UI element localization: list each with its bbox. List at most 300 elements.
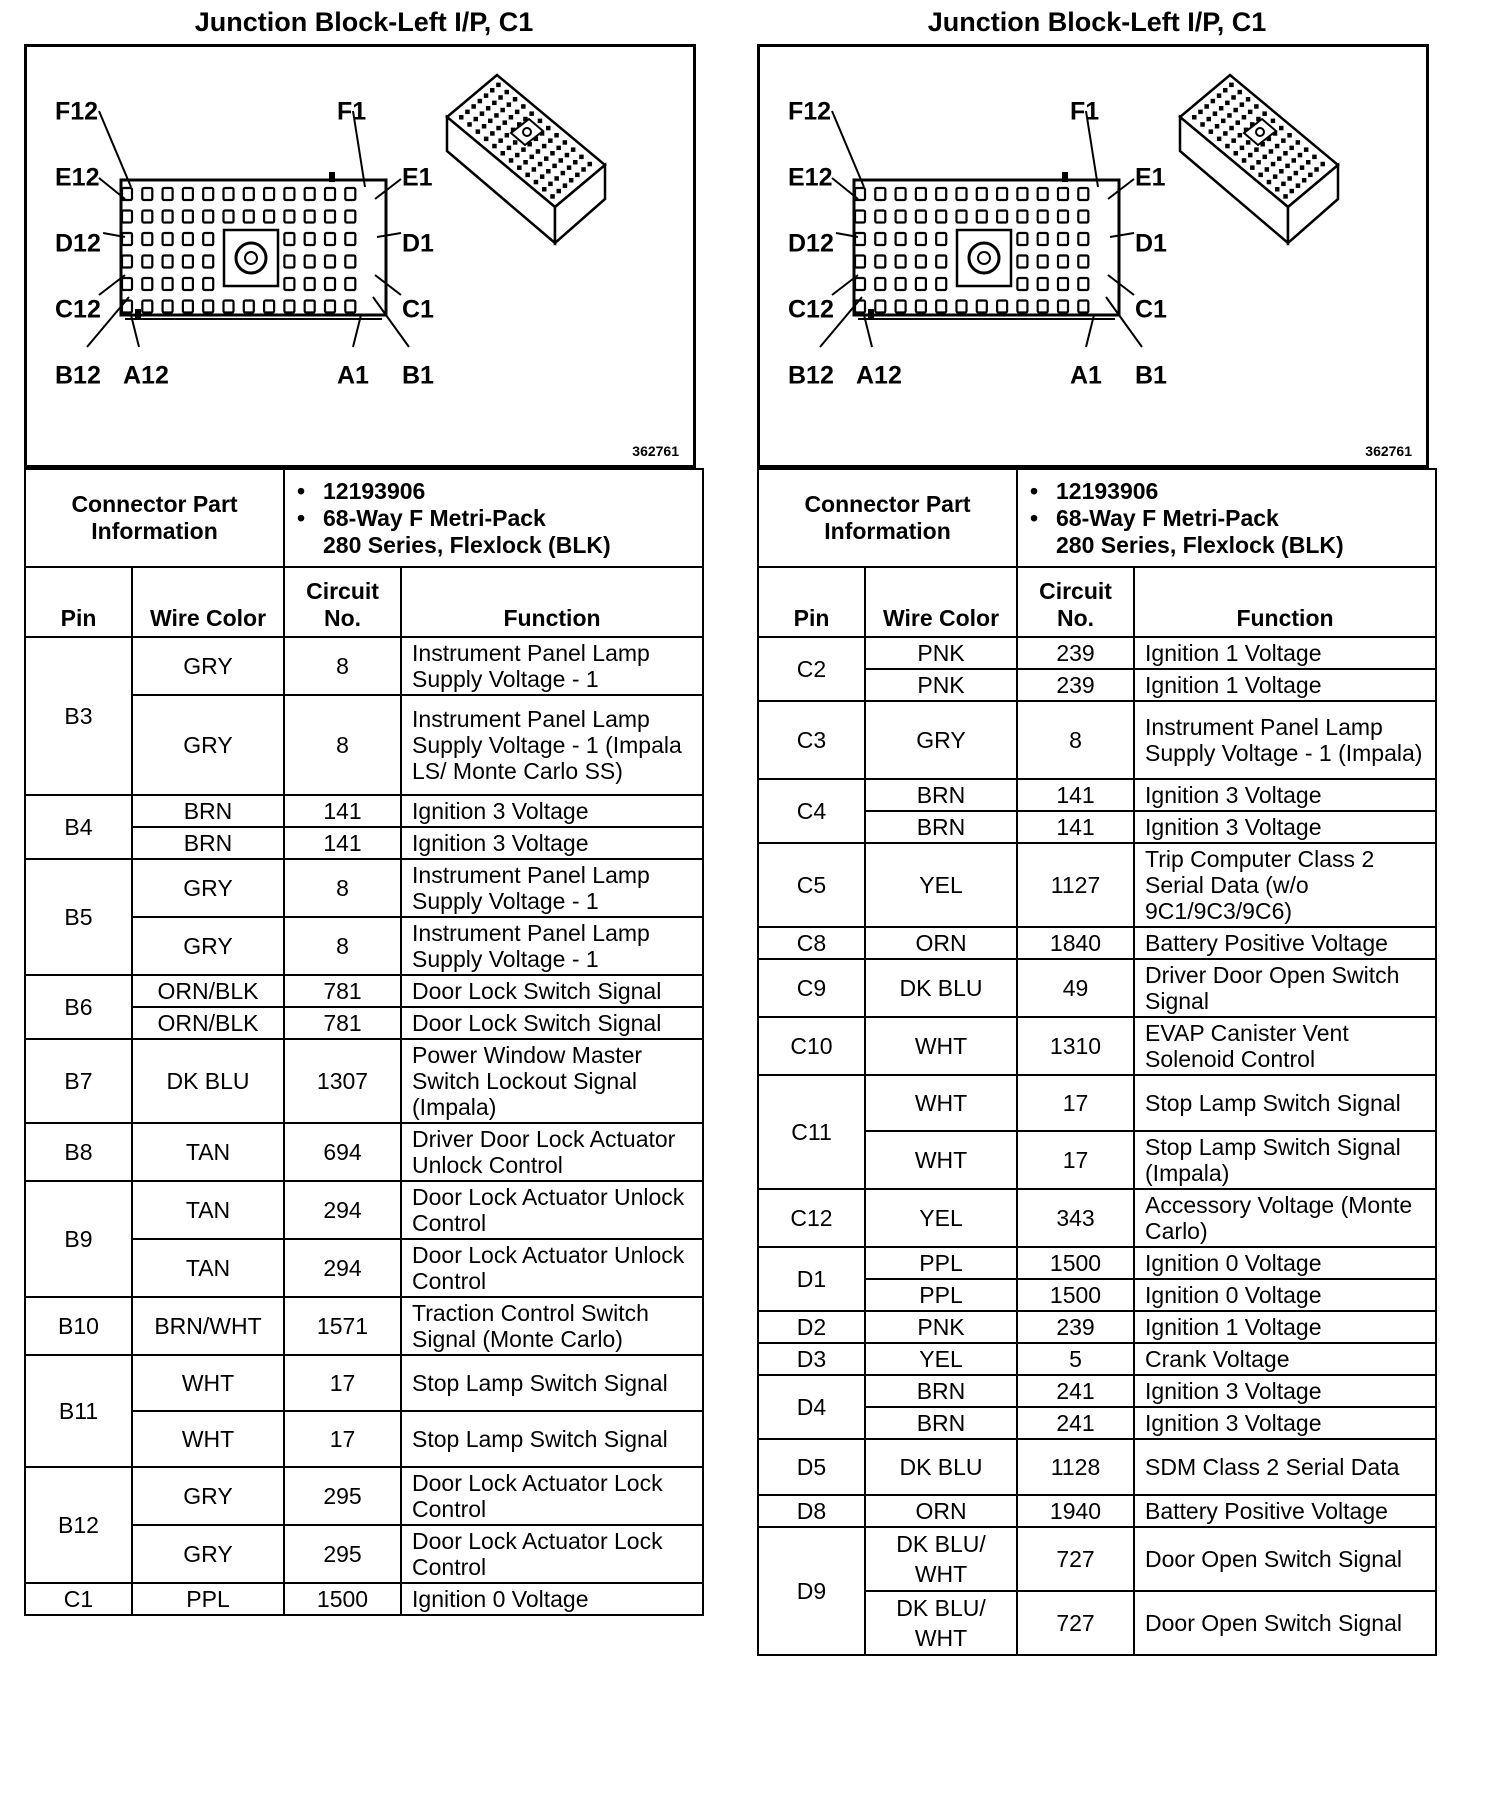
header-pin: Pin bbox=[25, 567, 132, 637]
pin-cavity bbox=[1078, 301, 1088, 313]
wire-color-cell: TAN bbox=[132, 1239, 284, 1297]
wire-color-cell: DK BLU/ WHT bbox=[865, 1591, 1017, 1655]
pin-label: A1 bbox=[1070, 361, 1102, 390]
table-row bbox=[25, 975, 703, 1007]
wire-color-cell: PNK bbox=[865, 637, 1017, 669]
pin-cavity bbox=[1078, 278, 1088, 290]
leader-line bbox=[99, 111, 131, 187]
pin-cavity bbox=[957, 301, 967, 313]
circuit-cell: 343 bbox=[1017, 1189, 1134, 1247]
function-cell: Ignition 0 Voltage bbox=[1134, 1247, 1436, 1279]
pin-label: C12 bbox=[55, 295, 101, 324]
circuit-cell: 141 bbox=[1017, 779, 1134, 811]
wire-color-cell: DK BLU bbox=[865, 1439, 1017, 1495]
pin-cavity bbox=[936, 233, 946, 245]
pin-cavity bbox=[1058, 301, 1068, 313]
pin-label: F1 bbox=[337, 97, 367, 126]
pin-cavity bbox=[1078, 211, 1088, 223]
function-cell: Traction Control Switch Signal (Monte Carlo) bbox=[401, 1297, 703, 1355]
pin-cell: C2 bbox=[758, 637, 865, 701]
pin-cavity bbox=[305, 278, 315, 290]
pin-cavity bbox=[977, 211, 987, 223]
pin-cell: D5 bbox=[758, 1439, 865, 1495]
pin-cavity bbox=[997, 211, 1007, 223]
pin-cavity bbox=[183, 188, 193, 200]
function-cell: Door Open Switch Signal bbox=[1134, 1591, 1436, 1655]
wire-color-cell: GRY bbox=[132, 859, 284, 917]
circuit-cell: 1940 bbox=[1017, 1495, 1134, 1527]
circuit-cell: 1307 bbox=[284, 1039, 401, 1123]
table-row bbox=[758, 1343, 1436, 1375]
pin-label: C1 bbox=[1135, 295, 1167, 324]
pin-cavity bbox=[1038, 233, 1048, 245]
connector-iso-view bbox=[447, 75, 605, 243]
pin-cavity bbox=[284, 301, 294, 313]
pin-cavity bbox=[183, 211, 193, 223]
pin-cavity bbox=[142, 278, 152, 290]
wire-color-cell: WHT bbox=[132, 1411, 284, 1467]
panel-title: Junction Block-Left I/P, C1 bbox=[927, 7, 1267, 37]
circuit-cell: 8 bbox=[284, 859, 401, 917]
table-row bbox=[758, 927, 1436, 959]
pin-cavity bbox=[855, 278, 865, 290]
pin-cavity bbox=[997, 301, 1007, 313]
pin-cavity bbox=[936, 256, 946, 268]
pin-cell: D2 bbox=[758, 1311, 865, 1343]
circuit-cell: 141 bbox=[284, 795, 401, 827]
pin-cavity bbox=[1017, 188, 1027, 200]
pin-cell: D9 bbox=[758, 1527, 865, 1655]
pin-cavity bbox=[224, 301, 234, 313]
pin-cavity bbox=[916, 233, 926, 245]
table-row bbox=[25, 1297, 703, 1355]
wire-color-cell: GRY bbox=[132, 1525, 284, 1583]
table-row bbox=[758, 701, 1436, 779]
pin-cell: B8 bbox=[25, 1123, 132, 1181]
circuit-cell: 239 bbox=[1017, 669, 1134, 701]
function-cell: Ignition 3 Voltage bbox=[401, 827, 703, 859]
pin-cavity bbox=[345, 256, 355, 268]
wire-color-cell: DK BLU bbox=[865, 959, 1017, 1017]
pin-label: B1 bbox=[1135, 361, 1167, 390]
pin-cell: C9 bbox=[758, 959, 865, 1017]
pin-label: E1 bbox=[1135, 163, 1166, 192]
wire-color-cell: WHT bbox=[865, 1131, 1017, 1189]
leader-line bbox=[1108, 179, 1134, 199]
pin-cavity bbox=[1078, 188, 1088, 200]
pin-cavity bbox=[163, 256, 173, 268]
wire-color-cell: TAN bbox=[132, 1181, 284, 1239]
pin-cavity bbox=[916, 211, 926, 223]
function-cell: Accessory Voltage (Monte Carlo) bbox=[1134, 1189, 1436, 1247]
table-row bbox=[25, 1583, 703, 1615]
header-pin: Pin bbox=[758, 567, 865, 637]
wire-color-cell: ORN/BLK bbox=[132, 975, 284, 1007]
pin-cavity bbox=[896, 256, 906, 268]
pin-cell: D1 bbox=[758, 1247, 865, 1311]
circuit-cell: 49 bbox=[1017, 959, 1134, 1017]
wire-color-cell: GRY bbox=[132, 695, 284, 795]
pin-cavity bbox=[224, 211, 234, 223]
pin-grid bbox=[854, 172, 1119, 319]
function-cell: EVAP Canister Vent Solenoid Control bbox=[1134, 1017, 1436, 1075]
table-row bbox=[758, 1189, 1436, 1247]
table-row bbox=[758, 1311, 1436, 1343]
pin-grid bbox=[121, 172, 386, 319]
connector-desc: • 68-Way F Metri-Pack 280 Series, Flexlock (BLK) bbox=[323, 505, 694, 559]
pin-cavity bbox=[896, 301, 906, 313]
header-function: Function bbox=[1134, 567, 1436, 637]
wire-color-cell: PNK bbox=[865, 669, 1017, 701]
pin-label: B1 bbox=[402, 361, 434, 390]
function-cell: Ignition 0 Voltage bbox=[401, 1583, 703, 1615]
pin-cavity bbox=[183, 233, 193, 245]
pin-cavity bbox=[936, 301, 946, 313]
wire-color-cell: YEL bbox=[865, 1189, 1017, 1247]
pin-cavity bbox=[122, 256, 132, 268]
pin-cavity bbox=[122, 211, 132, 223]
function-cell: Driver Door Lock Actuator Unlock Control bbox=[401, 1123, 703, 1181]
pin-cavity bbox=[916, 188, 926, 200]
wire-color-cell: PPL bbox=[132, 1583, 284, 1615]
function-cell: Ignition 3 Voltage bbox=[1134, 811, 1436, 843]
table-row bbox=[25, 859, 703, 917]
wire-color-cell: BRN bbox=[132, 827, 284, 859]
pin-cavity bbox=[936, 278, 946, 290]
circuit-cell: 17 bbox=[284, 1411, 401, 1467]
header-wire-color: Wire Color bbox=[865, 567, 1017, 637]
wire-color-cell: DK BLU bbox=[132, 1039, 284, 1123]
pin-cell: C12 bbox=[758, 1189, 865, 1247]
function-cell: SDM Class 2 Serial Data bbox=[1134, 1439, 1436, 1495]
circuit-cell: 17 bbox=[284, 1355, 401, 1411]
pin-cavity bbox=[305, 188, 315, 200]
pin-cell: C5 bbox=[758, 843, 865, 927]
wire-color-cell: WHT bbox=[865, 1075, 1017, 1131]
pin-cavity bbox=[142, 211, 152, 223]
pin-cavity bbox=[183, 256, 193, 268]
pin-cell: B4 bbox=[25, 795, 132, 859]
pin-cavity bbox=[1038, 188, 1048, 200]
pin-cavity bbox=[203, 278, 213, 290]
pin-cell: C3 bbox=[758, 701, 865, 779]
center-bolt bbox=[969, 243, 999, 273]
part-number: • 12193906 bbox=[323, 478, 694, 505]
pin-cavity bbox=[244, 188, 254, 200]
pin-label: D1 bbox=[1135, 229, 1167, 258]
table-row bbox=[758, 959, 1436, 1017]
wire-color-cell: BRN bbox=[865, 811, 1017, 843]
pin-cavity bbox=[1038, 278, 1048, 290]
function-cell: Ignition 0 Voltage bbox=[1134, 1279, 1436, 1311]
circuit-cell: 294 bbox=[284, 1181, 401, 1239]
pin-cavity bbox=[855, 256, 865, 268]
table-row bbox=[25, 1355, 703, 1411]
pin-cavity bbox=[977, 188, 987, 200]
connector-iso-view bbox=[1180, 75, 1338, 243]
function-cell: Door Lock Actuator Unlock Control bbox=[401, 1239, 703, 1297]
circuit-cell: 781 bbox=[284, 975, 401, 1007]
pin-cell: D3 bbox=[758, 1343, 865, 1375]
function-cell: Instrument Panel Lamp Supply Voltage - 1 bbox=[401, 637, 703, 695]
connector-diagram bbox=[760, 47, 1428, 467]
wire-color-cell: BRN bbox=[865, 1407, 1017, 1439]
pin-cavity bbox=[875, 301, 885, 313]
panel-title: Junction Block-Left I/P, C1 bbox=[194, 7, 534, 37]
wire-color-cell: BRN bbox=[865, 779, 1017, 811]
function-cell: Door Lock Switch Signal bbox=[401, 975, 703, 1007]
pin-cavity bbox=[896, 278, 906, 290]
pin-table bbox=[757, 468, 1437, 1656]
connector-figure bbox=[24, 44, 696, 468]
pin-cavity bbox=[163, 188, 173, 200]
pin-cavity bbox=[1058, 188, 1068, 200]
connector-desc: • 68-Way F Metri-Pack 280 Series, Flexlock (BLK) bbox=[1056, 505, 1427, 559]
figure-ref-number: 362761 bbox=[632, 443, 679, 459]
function-cell: Door Lock Actuator Lock Control bbox=[401, 1467, 703, 1525]
pin-cell: C1 bbox=[25, 1583, 132, 1615]
leader-line bbox=[375, 179, 401, 199]
table-row bbox=[25, 1123, 703, 1181]
circuit-cell: 727 bbox=[1017, 1527, 1134, 1591]
header-function: Function bbox=[401, 567, 703, 637]
table-row bbox=[758, 1495, 1436, 1527]
pin-label: B12 bbox=[55, 361, 101, 390]
table-row bbox=[758, 1247, 1436, 1279]
wire-color-cell: PNK bbox=[865, 1311, 1017, 1343]
function-cell: Ignition 3 Voltage bbox=[1134, 779, 1436, 811]
pin-label: B12 bbox=[788, 361, 834, 390]
table-row bbox=[25, 637, 703, 695]
info-label-line2: Information bbox=[91, 518, 218, 544]
connector-info-values bbox=[1017, 469, 1436, 567]
function-cell: Battery Positive Voltage bbox=[1134, 1495, 1436, 1527]
wire-color-cell: WHT bbox=[132, 1355, 284, 1411]
pin-cavity bbox=[936, 211, 946, 223]
circuit-cell: 1500 bbox=[284, 1583, 401, 1615]
pin-cavity bbox=[163, 211, 173, 223]
table-row bbox=[758, 1527, 1436, 1591]
circuit-cell: 1840 bbox=[1017, 927, 1134, 959]
pin-cavity bbox=[284, 233, 294, 245]
pin-label: E12 bbox=[788, 163, 833, 192]
function-cell: Ignition 1 Voltage bbox=[1134, 637, 1436, 669]
pin-label: C12 bbox=[788, 295, 834, 324]
pin-cavity bbox=[305, 256, 315, 268]
circuit-cell: 8 bbox=[1017, 701, 1134, 779]
pin-label: D12 bbox=[55, 229, 101, 258]
pin-cavity bbox=[1017, 233, 1027, 245]
pin-cell: B6 bbox=[25, 975, 132, 1039]
pin-cavity bbox=[916, 256, 926, 268]
table-row bbox=[758, 1375, 1436, 1407]
function-cell: Door Open Switch Signal bbox=[1134, 1527, 1436, 1591]
info-label-line1: Connector Part bbox=[71, 491, 238, 517]
connector-info-row bbox=[758, 469, 1436, 567]
pin-cavity bbox=[345, 233, 355, 245]
pin-cell: B12 bbox=[25, 1467, 132, 1583]
wire-color-cell: GRY bbox=[132, 1467, 284, 1525]
function-cell: Door Lock Actuator Unlock Control bbox=[401, 1181, 703, 1239]
pin-cavity bbox=[203, 211, 213, 223]
pin-cavity bbox=[345, 188, 355, 200]
center-lock bbox=[224, 230, 278, 286]
pin-cavity bbox=[916, 278, 926, 290]
circuit-cell: 8 bbox=[284, 917, 401, 975]
table-row bbox=[758, 637, 1436, 669]
circuit-cell: 1310 bbox=[1017, 1017, 1134, 1075]
pin-cavity bbox=[142, 256, 152, 268]
pin-table bbox=[24, 468, 704, 1616]
pin-cavity bbox=[122, 233, 132, 245]
table-row bbox=[758, 1075, 1436, 1131]
pin-cavity bbox=[896, 233, 906, 245]
pin-label: A12 bbox=[856, 361, 902, 390]
wire-color-cell: BRN bbox=[865, 1375, 1017, 1407]
pin-cavity bbox=[203, 256, 213, 268]
pin-cavity bbox=[1058, 211, 1068, 223]
function-cell: Driver Door Open Switch Signal bbox=[1134, 959, 1436, 1017]
pin-cell: B7 bbox=[25, 1039, 132, 1123]
pin-cavity bbox=[284, 211, 294, 223]
wire-color-cell: ORN bbox=[865, 1495, 1017, 1527]
pin-cavity bbox=[957, 211, 967, 223]
function-cell: Power Window Master Switch Lockout Signal (Impala) bbox=[401, 1039, 703, 1123]
pin-cavity bbox=[325, 233, 335, 245]
pin-cavity bbox=[305, 211, 315, 223]
wire-color-cell: BRN/WHT bbox=[132, 1297, 284, 1355]
circuit-cell: 1571 bbox=[284, 1297, 401, 1355]
table-header bbox=[758, 567, 1436, 637]
pin-cavity bbox=[305, 233, 315, 245]
pin-cavity bbox=[163, 301, 173, 313]
circuit-cell: 1500 bbox=[1017, 1279, 1134, 1311]
function-cell: Ignition 3 Voltage bbox=[1134, 1407, 1436, 1439]
center-bolt bbox=[236, 243, 266, 273]
connector-info-label bbox=[25, 469, 284, 567]
function-cell: Door Lock Switch Signal bbox=[401, 1007, 703, 1039]
pin-cavity bbox=[142, 188, 152, 200]
wire-color-cell: GRY bbox=[865, 701, 1017, 779]
wire-color-cell: TAN bbox=[132, 1123, 284, 1181]
pin-label: A12 bbox=[123, 361, 169, 390]
wire-color-cell: DK BLU/ WHT bbox=[865, 1527, 1017, 1591]
circuit-cell: 294 bbox=[284, 1239, 401, 1297]
leader-line bbox=[1110, 233, 1134, 237]
circuit-cell: 1500 bbox=[1017, 1247, 1134, 1279]
pin-cavity bbox=[122, 278, 132, 290]
pin-cell: C10 bbox=[758, 1017, 865, 1075]
pin-cell: C11 bbox=[758, 1075, 865, 1189]
pin-cavity bbox=[875, 256, 885, 268]
function-cell: Ignition 3 Voltage bbox=[401, 795, 703, 827]
figure-ref-number: 362761 bbox=[1365, 443, 1412, 459]
pin-label: A1 bbox=[337, 361, 369, 390]
pin-cavity bbox=[203, 188, 213, 200]
pin-cell: C4 bbox=[758, 779, 865, 843]
pin-cell: B3 bbox=[25, 637, 132, 795]
circuit-cell: 1127 bbox=[1017, 843, 1134, 927]
function-cell: Crank Voltage bbox=[1134, 1343, 1436, 1375]
center-lock bbox=[957, 230, 1011, 286]
pin-cell: C8 bbox=[758, 927, 865, 959]
pin-cavity bbox=[875, 188, 885, 200]
pin-cavity bbox=[325, 301, 335, 313]
circuit-cell: 239 bbox=[1017, 1311, 1134, 1343]
pin-label: C1 bbox=[402, 295, 434, 324]
function-cell: Instrument Panel Lamp Supply Voltage - 1 bbox=[401, 917, 703, 975]
pin-cell: B5 bbox=[25, 859, 132, 975]
pin-label: D1 bbox=[402, 229, 434, 258]
pin-cavity bbox=[203, 301, 213, 313]
pin-cavity bbox=[875, 233, 885, 245]
pin-cavity bbox=[325, 256, 335, 268]
function-cell: Door Lock Actuator Lock Control bbox=[401, 1525, 703, 1583]
connector-figure bbox=[757, 44, 1429, 468]
function-cell: Stop Lamp Switch Signal bbox=[1134, 1075, 1436, 1131]
connector-info-row bbox=[25, 469, 703, 567]
table-row bbox=[25, 1467, 703, 1525]
wire-color-cell: WHT bbox=[865, 1017, 1017, 1075]
left-panel bbox=[24, 0, 704, 1616]
pin-cavity bbox=[142, 301, 152, 313]
pin-cavity bbox=[1078, 233, 1088, 245]
pin-cavity bbox=[305, 301, 315, 313]
pin-label: F1 bbox=[1070, 97, 1100, 126]
pin-cell: D4 bbox=[758, 1375, 865, 1439]
circuit-cell: 17 bbox=[1017, 1131, 1134, 1189]
header-wire-color: Wire Color bbox=[132, 567, 284, 637]
wire-color-cell: PPL bbox=[865, 1279, 1017, 1311]
table-row bbox=[758, 843, 1436, 927]
pin-cavity bbox=[1058, 256, 1068, 268]
pin-label: F12 bbox=[55, 97, 99, 126]
wire-color-cell: GRY bbox=[132, 637, 284, 695]
circuit-cell: 8 bbox=[284, 637, 401, 695]
table-row bbox=[758, 1017, 1436, 1075]
pin-cavity bbox=[896, 188, 906, 200]
pin-cavity bbox=[142, 233, 152, 245]
pin-cavity bbox=[325, 211, 335, 223]
table-row bbox=[25, 1181, 703, 1239]
header-circuit-no: Circuit No. bbox=[1017, 567, 1134, 637]
pin-cell: B10 bbox=[25, 1297, 132, 1355]
pin-cavity bbox=[163, 233, 173, 245]
wire-color-cell: PPL bbox=[865, 1247, 1017, 1279]
function-cell: Stop Lamp Switch Signal bbox=[401, 1355, 703, 1411]
table-row bbox=[758, 1439, 1436, 1495]
pin-cavity bbox=[284, 188, 294, 200]
circuit-cell: 727 bbox=[1017, 1591, 1134, 1655]
pin-cavity bbox=[345, 301, 355, 313]
pin-cavity bbox=[1038, 301, 1048, 313]
header-circuit-no: Circuit No. bbox=[284, 567, 401, 637]
leader-line bbox=[377, 233, 401, 237]
circuit-cell: 694 bbox=[284, 1123, 401, 1181]
pin-cavity bbox=[183, 301, 193, 313]
table-row bbox=[758, 779, 1436, 811]
pin-cavity bbox=[264, 301, 274, 313]
pin-cavity bbox=[875, 211, 885, 223]
pin-cavity bbox=[855, 211, 865, 223]
pin-cavity bbox=[957, 188, 967, 200]
function-cell: Ignition 1 Voltage bbox=[1134, 669, 1436, 701]
connector-diagram bbox=[27, 47, 695, 467]
leader-line bbox=[832, 111, 864, 187]
pin-cavity bbox=[264, 188, 274, 200]
circuit-cell: 241 bbox=[1017, 1407, 1134, 1439]
pin-label: E12 bbox=[55, 163, 100, 192]
